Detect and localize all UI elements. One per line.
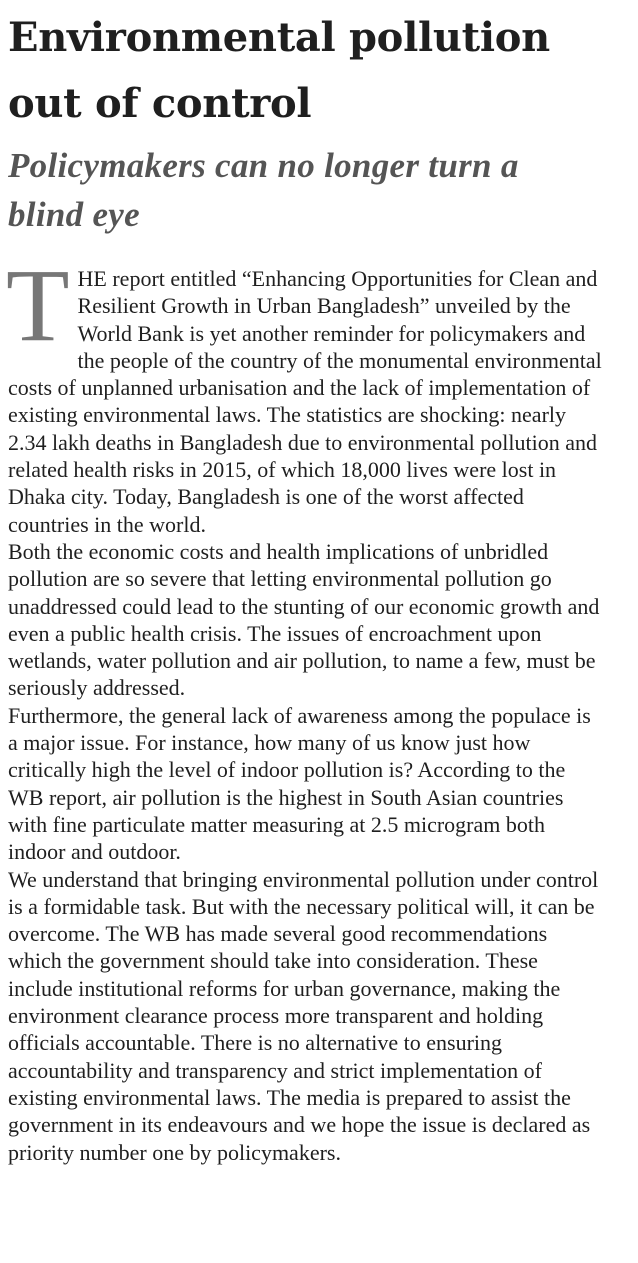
paragraph-4: We understand that bringing environmental pollution under control is a formidable task. But with the necessary political will, it can be overcome. The WB has made several good recommendations which the government should take into consideration. These include institutional reforms for urban governance, making the environment clearance process more transparent and holding officials accountable. There is no alternative to ensuring accountability and transparency and strict implementation of existing environmental laws. The media is prepared to assist the government in its endeavours and we hope the issue is declared as priority number one by policymakers.: [8, 866, 599, 1165]
article-body: [6, 248, 602, 1166]
subheadline: Policymakers can no longer turn a blind eye: [8, 146, 519, 234]
editorial-article: [8, 0, 602, 1166]
headline: Environmental pollution out of control: [8, 14, 550, 127]
drop-cap: T: [6, 248, 70, 363]
paragraph-2: Both the economic costs and health implications of unbridled pollution are so severe that letting environmental pollution go unaddressed could lead to the stunting of our economic growth and even a public health crisis. The issues of encroachment upon wetlands, water pollution and air pollution, to name a few, must be seriously addressed.: [8, 538, 600, 701]
paragraph-3: Furthermore, the general lack of awareness among the populace is a major issue. For instance, how many of us know just how critically high the level of indoor pollution is? According to the WB report, air pollution is the highest in South Asian countries with fine particulate matter measuring at 2.5 microgram both indoor and outdoor.: [8, 702, 591, 865]
paragraph-1-text: HE report entitled “Enhancing Opportunities for Clean and Resilient Growth in Urban Bangladesh” unveiled by the World Bank is yet another reminder for policymakers and the people of the country of the monumental environmental costs of unplanned urbanisation and the lack of implementation of existing environmental laws. The statistics are shocking: nearly 2.34 lakh deaths in Bangladesh due to environmental pollution and related health risks in 2015, of which 18,000 lives were lost in Dhaka city. Today, Bangladesh is one of the worst affected countries in the world.: [8, 266, 602, 537]
paragraph-1: [6, 248, 602, 538]
